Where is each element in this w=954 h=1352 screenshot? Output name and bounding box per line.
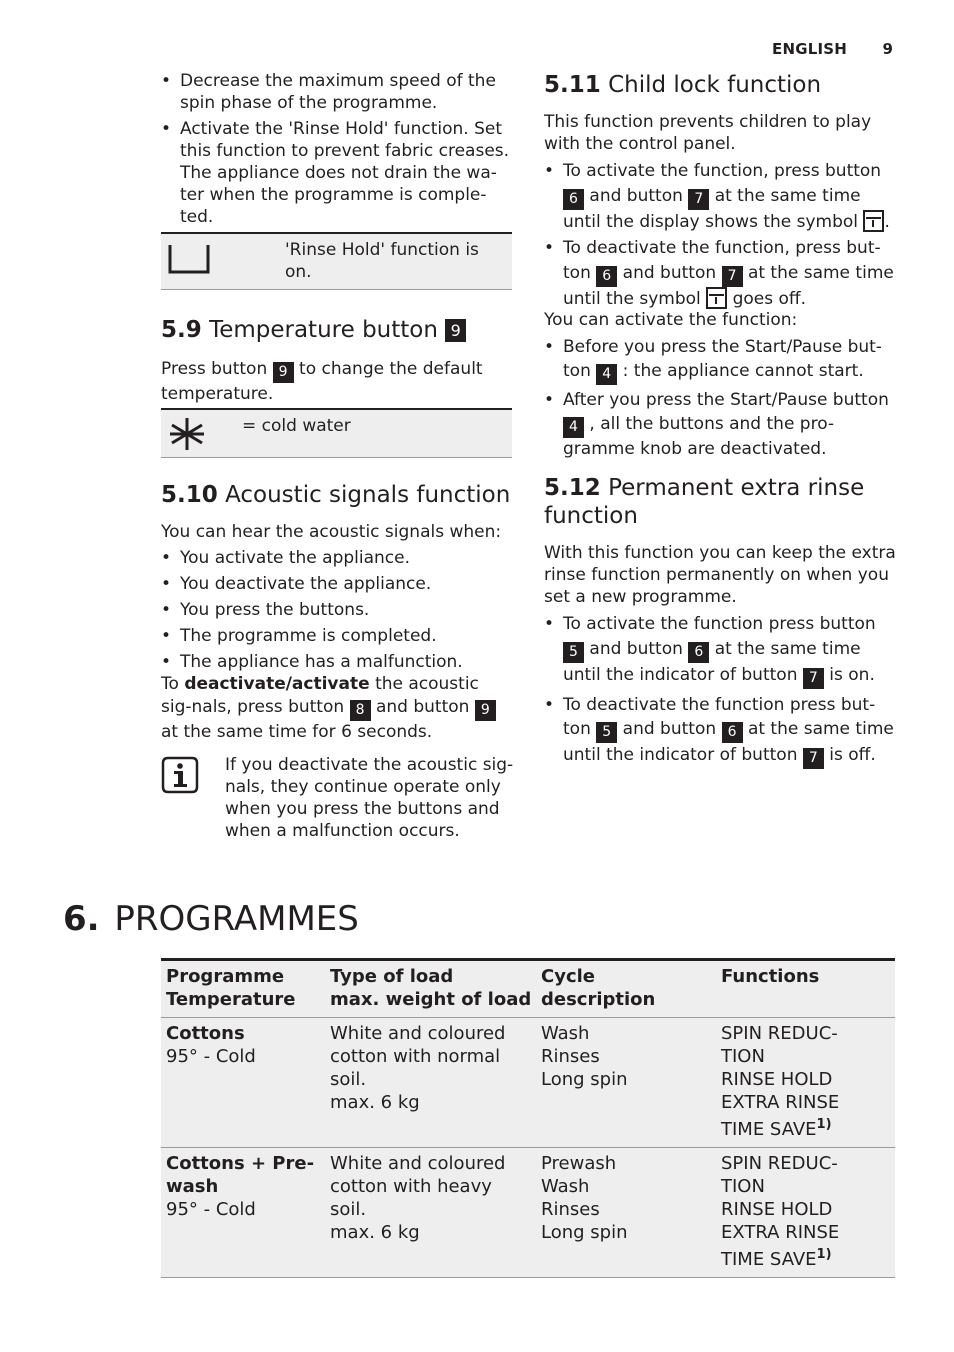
button-9-key: 9 xyxy=(445,319,466,342)
section-5-12-body: With this function you can keep the extra rinse function permanently on when you set a new programme. • To activate the function press button 5 and button 6 at the same time until the indicator of button 7 is on. • To deactivate the function press but-ton 5 and button 6 at the same time until the indicator of button 7 is off. xyxy=(544,542,896,769)
info-text: If you deactivate the acoustic sig-nals, they continue operate only when you press the buttons and when a malfunction occurs. xyxy=(225,755,514,841)
section-title: Acoustic signals function xyxy=(225,482,511,508)
section-5-12-title xyxy=(544,474,896,530)
footnote-marker: 1) xyxy=(816,1247,832,1262)
section-5-11-body: This function prevents children to play with the control panel. • To activate the function, press button 6 and button 7 at the same time until the display shows the symbol . • To deactivate the function, press but-ton 6 and button 7 at the same time until the symbol goes off. You can activate the function: • Before you press the Start/Pause but-ton 4 : the appliance cannot start. • After you press the Start/Pause button 4 , all the buttons and the pro-gramme knob are deactivated. xyxy=(544,111,896,461)
table-header-row xyxy=(161,960,895,1018)
section-5-9-text: Press button 9 to change the default temperature. xyxy=(161,359,483,404)
section-number: 5.10 xyxy=(161,482,218,508)
header-language: ENGLISH xyxy=(772,40,848,58)
section-title: Permanent extra rinse function xyxy=(544,475,865,529)
section-title: Temperature button xyxy=(209,317,438,343)
list-item: • You activate the appliance. xyxy=(161,547,512,569)
load-cell: White and coloured cotton with normal soil. max. 6 kg xyxy=(330,1023,506,1113)
child-lock-icon xyxy=(706,287,727,309)
chapter-number: 6. xyxy=(63,899,100,939)
rinse-hold-text: 'Rinse Hold' function is on. xyxy=(285,240,479,282)
list-item: • The appliance has a malfunction. xyxy=(161,651,512,673)
acoustic-instructions: To deactivate/activate the acoustic sig-nals, press button 8 and button 9 at the same time for 6 seconds. xyxy=(161,673,512,744)
column-header: Cycle description xyxy=(541,966,656,1010)
section-5-9-title xyxy=(161,316,512,344)
button-9-key: 9 xyxy=(273,362,294,383)
chapter-title xyxy=(63,898,359,940)
info-icon xyxy=(161,756,199,800)
load-cell: White and coloured cotton with heavy soil. max. 6 kg xyxy=(330,1153,506,1243)
button-4-key: 4 xyxy=(563,417,584,438)
list-item: • To activate the function press button 5 and button 6 at the same time until the indicator of button 7 is on. xyxy=(544,612,896,689)
functions-cell: SPIN REDUC- TION RINSE HOLD EXTRA RINSE TIME SAVE$^{1)}$ xyxy=(721,1023,840,1140)
button-4-key: 4 xyxy=(596,364,617,385)
button-8-key: 8 xyxy=(350,700,371,721)
list-item: • Before you press the Start/Pause but-ton 4 : the appliance cannot start. xyxy=(544,335,896,385)
button-7-key: 7 xyxy=(803,748,824,769)
section-number: 5.12 xyxy=(544,475,601,501)
cold-water-icon xyxy=(167,416,207,458)
header-page-number: 9 xyxy=(882,40,894,58)
list-item: • You deactivate the appliance. xyxy=(161,573,512,595)
button-5-key: 5 xyxy=(563,642,584,663)
table-row xyxy=(161,1148,895,1278)
column-header: Type of load max. weight of load xyxy=(330,966,532,1010)
section-title: Child lock function xyxy=(608,72,822,98)
section-number: 5.9 xyxy=(161,317,202,343)
footnote-marker: 1) xyxy=(816,1117,832,1132)
list-item: • Decrease the maximum speed of the spin phase of the programme. xyxy=(161,70,512,114)
button-6-key: 6 xyxy=(722,722,743,743)
button-9-key: 9 xyxy=(475,700,496,721)
column-header: Functions xyxy=(721,966,820,987)
list-item: • The programme is completed. xyxy=(161,625,512,647)
cold-water-note xyxy=(161,408,512,458)
table-row xyxy=(161,1018,895,1148)
section-5-10-body: You can hear the acoustic signals when: • You activate the appliance. • You deactivate the appliance. • You press the buttons. • The programme is completed. • The appliance has a malfunction. To deactivate/activate the acoustic sig-nals, press button 8 and button 9 at the same time for 6 seconds. xyxy=(161,521,512,744)
cold-water-text: = cold water xyxy=(242,416,351,436)
section-5-10-title xyxy=(161,481,512,509)
list-item: • To activate the function, press button 6 and button 7 at the same time until the display shows the symbol . xyxy=(544,159,896,234)
functions-cell: SPIN REDUC- TION RINSE HOLD EXTRA RINSE TIME SAVE$^{1)}$ xyxy=(721,1153,840,1270)
section-5-11-title xyxy=(544,71,896,99)
column-header: Programme Temperature xyxy=(166,966,296,1010)
list-item: • Activate the 'Rinse Hold' function. Set this function to prevent fabric creases. The appliance does not drain the wa-ter when the programme is comple-ted. xyxy=(161,118,512,228)
button-7-key: 7 xyxy=(803,668,824,689)
button-6-key: 6 xyxy=(563,189,584,210)
programme-cell: Cottons + Pre-wash 95° - Cold xyxy=(166,1153,315,1220)
cycle-cell: Wash Rinses Long spin xyxy=(541,1023,628,1090)
list-item: • After you press the Start/Pause button 4 , all the buttons and the pro-gramme knob are deactivated. xyxy=(544,389,896,461)
button-7-key: 7 xyxy=(688,189,709,210)
programme-cell: Cottons 95° - Cold xyxy=(166,1023,256,1067)
left-column xyxy=(161,66,512,228)
page-header xyxy=(772,38,893,60)
list-item: • You press the buttons. xyxy=(161,599,512,621)
list-item: • To deactivate the function press but-ton 5 and button 6 at the same time until the indicator of button 7 is off. xyxy=(544,693,896,770)
child-lock-icon xyxy=(863,210,884,232)
programmes-table-wrap xyxy=(161,958,895,1278)
rinse-hold-icon xyxy=(167,242,211,274)
programmes-table xyxy=(161,958,895,1278)
button-5-key: 5 xyxy=(596,722,617,743)
cycle-cell: Prewash Wash Rinses Long spin xyxy=(541,1153,628,1243)
list-item: • To deactivate the function, press but-ton 6 and button 7 at the same time until the symbol goes off. xyxy=(544,236,896,311)
button-7-key: 7 xyxy=(722,266,743,287)
chapter-name: PROGRAMMES xyxy=(114,899,359,939)
rinse-hold-note xyxy=(161,232,512,290)
section-number: 5.11 xyxy=(544,72,601,98)
button-6-key: 6 xyxy=(688,642,709,663)
button-6-key: 6 xyxy=(596,266,617,287)
